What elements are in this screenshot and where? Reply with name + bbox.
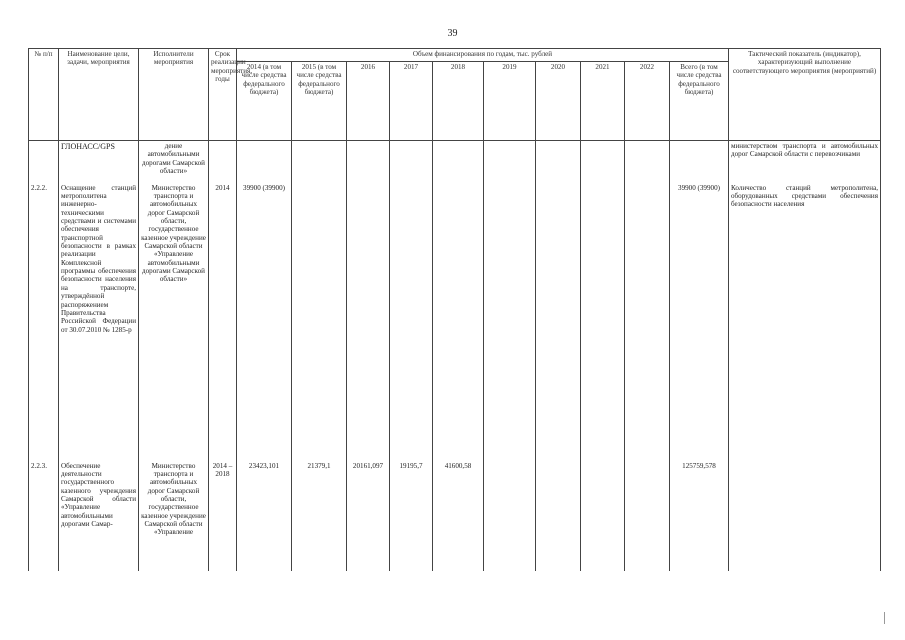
header-executor: Исполнители мероприятия (139, 49, 209, 141)
row-y2018 (433, 141, 484, 183)
header-num: № п/п (29, 49, 59, 141)
row-name: ГЛОНАСС/GPS (59, 141, 139, 183)
row-y2017 (390, 183, 433, 461)
row-y2016 (347, 183, 390, 461)
row-y2018: 41600,58 (433, 461, 484, 571)
header-year-2020: 2020 (536, 62, 581, 141)
header-funding: Объем финансирования по годам, тыс. рублей (237, 49, 729, 62)
row-y2015 (292, 141, 347, 183)
table-row (29, 183, 881, 461)
row-y2014: 23423,101 (237, 461, 292, 571)
header-total: Всего (в том числе средства федерального бюджета) (670, 62, 729, 141)
header-year-2022: 2022 (625, 62, 670, 141)
row-total (670, 141, 729, 183)
row-name: Оснащение станций метрополитена инженерно-техническими средствами и системами обеспечения транспортной безопасности в рамках реализации Комплексной программы обеспечения безопасности населения на транспорте, утверждённой распоряжением Правительства Российской Федерации от 30.07.2010 № 1285-р (59, 183, 139, 461)
row-y2014 (237, 141, 292, 183)
row-y2015 (292, 183, 347, 461)
row-indicator (729, 461, 881, 571)
funding-table (28, 48, 881, 571)
row-term (209, 141, 237, 183)
row-executor: дение автомобильными дорогами Самарской области» (139, 141, 209, 183)
header-term: Срок реализации мероприятия, годы (209, 49, 237, 141)
header-indicator: Тактический показатель (индикатор), характеризующий выполнение соответствующего мероприятия (мероприятий) (729, 49, 881, 141)
header-name: Наименование цели, задачи, мероприятия (59, 49, 139, 141)
row-num (29, 141, 59, 183)
row-num: 2.2.3. (29, 461, 59, 571)
row-term: 2014 – 2018 (209, 461, 237, 571)
row-y2016: 20161,097 (347, 461, 390, 571)
row-total: 125759,578 (670, 461, 729, 571)
header-year-2016: 2016 (347, 62, 390, 141)
table-header (29, 49, 881, 141)
header-year-2018: 2018 (433, 62, 484, 141)
row-term: 2014 (209, 183, 237, 461)
row-y2014: 39900 (39900) (237, 183, 292, 461)
row-y2018 (433, 183, 484, 461)
row-indicator: министерством транспорта и автомобильных дорог Самарской области с перевозчиками (729, 141, 881, 183)
row-y2017: 19195,7 (390, 461, 433, 571)
header-year-2019: 2019 (484, 62, 536, 141)
page-number: 39 (447, 28, 458, 39)
row-total: 39900 (39900) (670, 183, 729, 461)
table-row (29, 461, 881, 571)
row-indicator: Количество станций метрополитена, оборудованных средствами обеспечения безопасности населения (729, 183, 881, 461)
header-year-2017: 2017 (390, 62, 433, 141)
row-name: Обеспечение деятельности государственного казенного учреждения Самарской области «Управление автомобильными дорогами Самар- (59, 461, 139, 571)
header-year-2021: 2021 (581, 62, 625, 141)
table-row (29, 141, 881, 183)
header-year-2015: 2015 (в том числе средства федерального бюджета) (292, 62, 347, 141)
row-y2016 (347, 141, 390, 183)
row-num: 2.2.2. (29, 183, 59, 461)
row-y2017 (390, 141, 433, 183)
row-y2015: 21379,1 (292, 461, 347, 571)
page-edge-mark (884, 612, 885, 624)
row-executor: Министерство транспорта и автомобильных дорог Самарской области, государственное казенное учреждение Самарской области «Управление автомобильными дорогами Самарской области» (139, 183, 209, 461)
header-year-2014: 2014 (в том числе средства федерального бюджета) (237, 62, 292, 141)
row-executor: Министерство транспорта и автомобильных дорог Самарской области, государственное казенное учреждение Самарской области «Управление (139, 461, 209, 571)
